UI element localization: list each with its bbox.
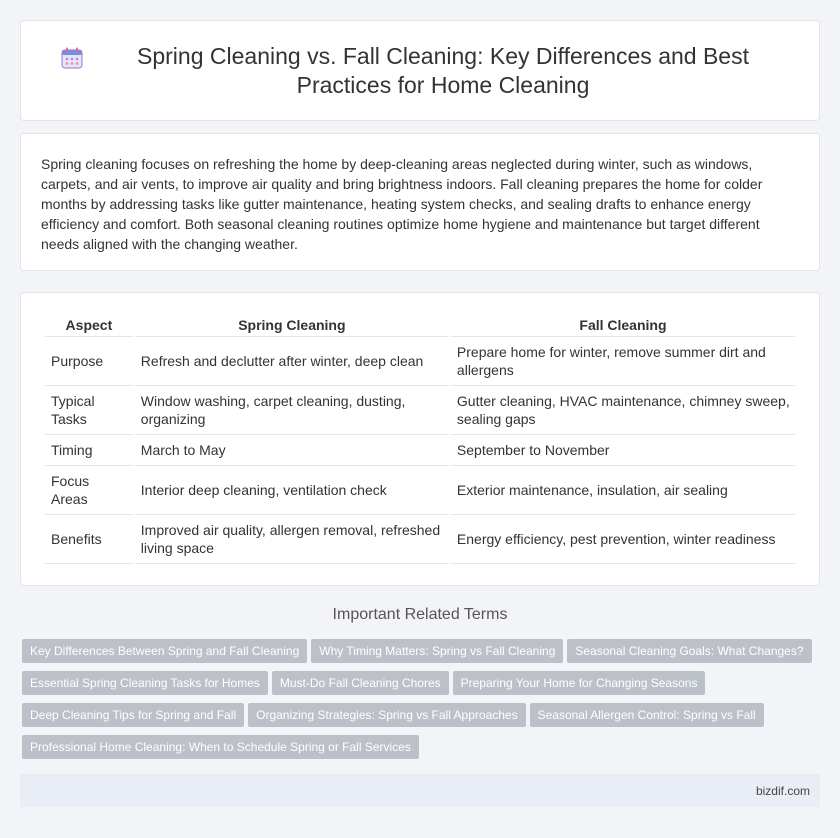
table-cell: Focus Areas	[45, 466, 133, 515]
related-term-tag[interactable]: Deep Cleaning Tips for Spring and Fall	[22, 703, 244, 727]
table-cell: Gutter cleaning, HVAC maintenance, chimney sweep, sealing gaps	[451, 386, 795, 435]
related-term-tag[interactable]: Must-Do Fall Cleaning Chores	[272, 671, 449, 695]
table-row	[45, 466, 795, 515]
related-term-tag[interactable]: Organizing Strategies: Spring vs Fall Approaches	[248, 703, 525, 727]
comparison-table	[43, 311, 797, 564]
comparison-table-card	[20, 292, 820, 586]
table-cell: Timing	[45, 435, 133, 466]
header-fall: Fall Cleaning	[451, 311, 795, 337]
header-spring: Spring Cleaning	[135, 311, 449, 337]
table-cell: Interior deep cleaning, ventilation check	[135, 466, 449, 515]
related-terms-list	[22, 639, 822, 767]
summary-card	[20, 133, 820, 271]
footer-brand-link[interactable]: bizdif.com	[755, 784, 810, 798]
table-cell: September to November	[451, 435, 795, 466]
table-row	[45, 515, 795, 564]
related-term-tag[interactable]: Seasonal Allergen Control: Spring vs Fall	[530, 703, 764, 727]
table-cell: Improved air quality, allergen removal, refreshed living space	[135, 515, 449, 564]
header-card	[20, 20, 820, 121]
table-cell: March to May	[135, 435, 449, 466]
table-row	[45, 435, 795, 466]
summary-text: Spring cleaning focuses on refreshing the home by deep-cleaning areas neglected during winter, such as windows, carpets, and air vents, to improve air quality and bring brightness indoors. Fall cleaning prepares the home for colder months by addressing tasks like gutter maintenance, heating system checks, and sealing drafts to enhance energy efficiency and comfort. Both seasonal cleaning routines optimize home hygiene and maintenance but target different needs aligned with the changing weather.	[41, 156, 763, 252]
table-cell: Refresh and declutter after winter, deep clean	[135, 337, 449, 386]
calendar-icon	[61, 47, 83, 69]
related-term-tag[interactable]: Seasonal Cleaning Goals: What Changes?	[567, 639, 811, 663]
table-cell: Exterior maintenance, insulation, air sealing	[451, 466, 795, 515]
table-cell: Window washing, carpet cleaning, dusting, organizing	[135, 386, 449, 435]
table-cell: Prepare home for winter, remove summer dirt and allergens	[451, 337, 795, 386]
table-cell: Energy efficiency, pest prevention, winter readiness	[451, 515, 795, 564]
footer	[20, 774, 820, 807]
related-term-tag[interactable]: Preparing Your Home for Changing Seasons	[453, 671, 706, 695]
table-header-row	[45, 311, 795, 337]
table-cell: Purpose	[45, 337, 133, 386]
related-term-tag[interactable]: Why Timing Matters: Spring vs Fall Cleaning	[311, 639, 563, 663]
related-term-tag[interactable]: Key Differences Between Spring and Fall Cleaning	[22, 639, 307, 663]
related-terms-title: Important Related Terms	[332, 606, 508, 623]
table-row	[45, 337, 795, 386]
related-term-tag[interactable]: Essential Spring Cleaning Tasks for Homes	[22, 671, 268, 695]
page-title: Spring Cleaning vs. Fall Cleaning: Key Differences and Best Practices for Home Cleaning	[137, 42, 749, 98]
table-cell: Benefits	[45, 515, 133, 564]
table-row	[45, 386, 795, 435]
header-aspect: Aspect	[45, 311, 133, 337]
related-term-tag[interactable]: Professional Home Cleaning: When to Schedule Spring or Fall Services	[22, 735, 419, 759]
table-cell: Typical Tasks	[45, 386, 133, 435]
